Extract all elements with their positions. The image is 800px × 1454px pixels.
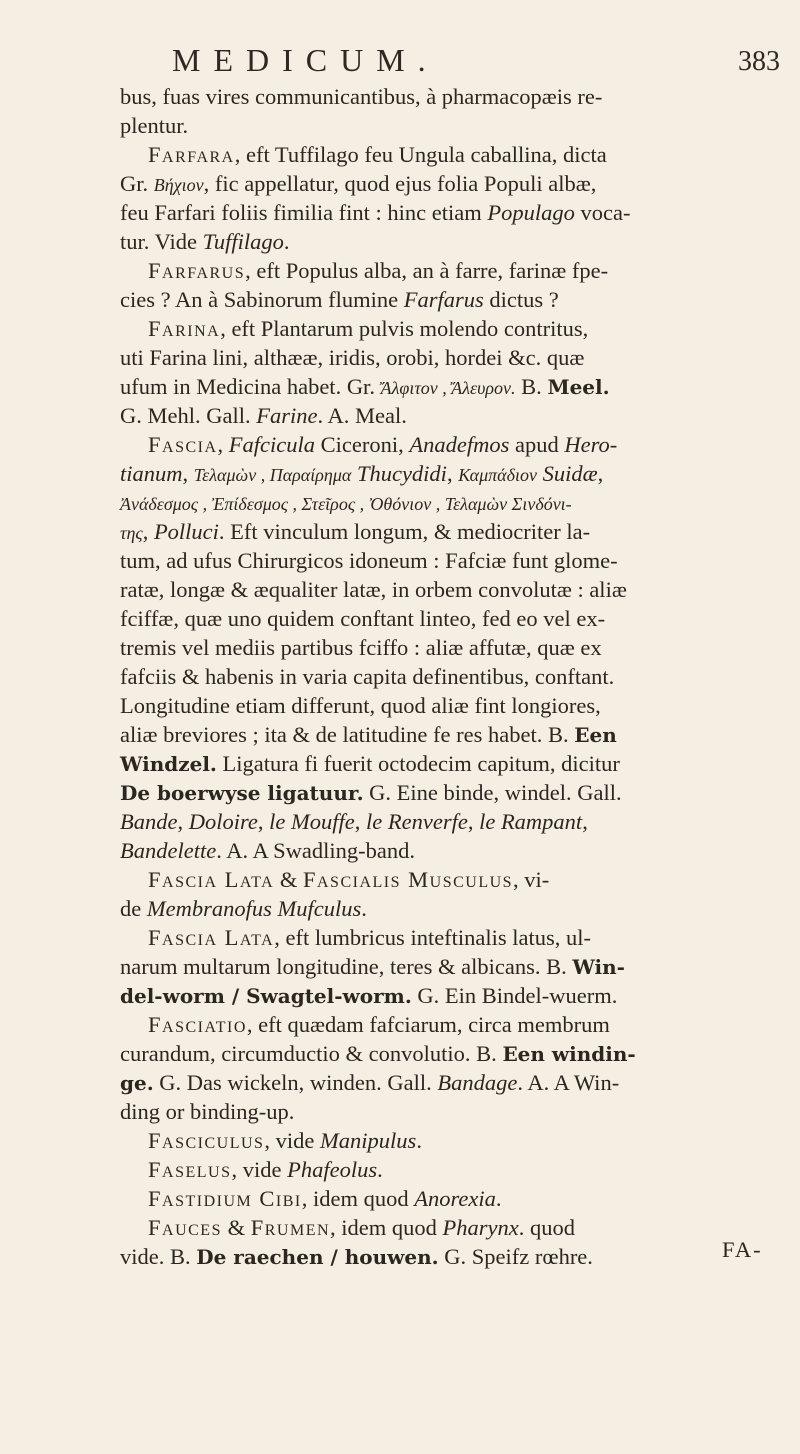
entry-headword: Farfarus [148,258,246,283]
entry-fascia-lata: Fascia Lata, eft lumbricus inteftinalis latus, ul- [148,925,592,950]
text-line: de Membranofus Mufculus. [120,896,367,921]
entry-headword: Fascialis Musculus [302,867,514,892]
entry-fastidium-cibi: Fastidium Cibi, idem quod Anorexia. [148,1186,502,1211]
text-line: feu Farfari foliis fimilia fint : hinc etiam Populago voca- [120,200,631,225]
entry-faselus: Faselus, vide Phafeolus. [148,1157,383,1182]
text-line: narum multarum longitudine, teres & albicans. B. Win- [120,954,625,979]
entry-fasciatio: Fasciatio, eft quædam fafciarum, circa membrum [148,1012,610,1037]
cross-reference: Tuffilago [202,229,284,254]
text-line: ding or binding-up. [120,1099,295,1124]
page-number: 383 [738,46,780,77]
text-line: uti Farina lini, althææ, iridis, orobi, hordei &c. quæ [120,345,585,370]
text-line: fafciis & habenis in varia capita definentibus, conftant. [120,664,615,689]
entry-headword: Fastidium Cibi [148,1186,302,1211]
text-line: bus, fuas vires communicantibus, à pharmacopæis re- [120,84,603,109]
text-line: plentur. [120,113,189,138]
text-line: Bande, Doloire, le Mouffe, le Renverfe, le Rampant, [120,809,588,834]
text-line: cies ? An à Sabinorum flumine Farfarus dictus ? [120,287,559,312]
text-line: Bandelette. A. A Swadling-band. [120,838,415,863]
text-line: ratæ, longæ & æqualiter latæ, in orbem convolutæ : aliæ [120,577,627,602]
entry-headword: Farina [148,316,221,341]
text-line: tremis vel mediis partibus fciffo : aliæ affutæ, quæ ex [120,635,602,660]
text-line: Longitudine etiam differunt, quod aliæ fint longiores, [120,693,601,718]
entry-farina: Farina, eft Plantarum pulvis molendo contritus, [148,316,589,341]
entry-headword: Fauces [148,1215,222,1240]
text-line: del-worm / Swagtel-worm. G. Ein Bindel-wuerm. [120,983,618,1008]
text-line: De boerwyse ligatuur. G. Eine binde, windel. Gall. [120,780,622,805]
cross-reference: Anorexia [414,1186,496,1211]
entry-fauces: Fauces & Frumen, idem quod Pharynx. quod [148,1215,576,1240]
text-line: Gr. Βήχιον, fic appellatur, quod ejus folia Populi albæ, [120,171,597,196]
entry-farfara: Farfara, eft Tuffilago feu Ungula caballina, dicta [148,142,607,167]
running-title: MEDICUM. [172,42,439,78]
entry-headword: Fasciculus [148,1128,265,1153]
entry-headword: Farfara [148,142,235,167]
text-line: Windzel. Ligatura fi fuerit octodecim capitum, dicitur [120,751,620,776]
text-line: Ἀνάδεσμος , Ἐπίδεσμος , Στεῖρος , Ὀθόνιον , Τελαμὼν Σινδόνι- [120,494,572,514]
page-body [120,82,770,1271]
entry-fascia-lata-musculus: Fascia Lata & Fascialis Musculus, vi- [148,867,550,892]
text-line: της, Polluci. Eft vinculum longum, & mediocriter la- [120,519,591,544]
text-line: fciffæ, quæ uno quidem conftant linteo, fed eo vel ex- [120,606,606,631]
text-line: G. Mehl. Gall. Farine. A. Meal. [120,403,407,428]
text-line: tianum, Τελαμὼν , Παραίρημα Thucydidi, Καμπάδιον Suidæ, [120,461,604,486]
cross-reference: Membranofus Mufculus [146,896,362,921]
entry-farfarus: Farfarus, eft Populus alba, an à farre, farinæ fpe- [148,258,609,283]
cross-reference: Manipulus [320,1128,417,1153]
text-line: ufum in Medicina habet. Gr. Ἄλφιτον , Ἄλευρον. B. Meel. [120,374,610,399]
text-line: tur. Vide Tuffilago. [120,229,290,254]
entry-headword: Fascia [148,432,218,457]
text-line: vide. B. De raechen / houwen. G. Speifz rœhre. [120,1244,593,1269]
text-line: tum, ad ufus Chirurgicos idoneum : Fafciæ funt glome- [120,548,618,573]
entry-fasciculus: Fasciculus, vide Manipulus. [148,1128,422,1153]
cross-reference: Phafeolus [287,1157,378,1182]
text-line: ge. G. Das wickeln, winden. Gall. Bandage. A. A Win- [120,1070,620,1095]
entry-headword: Faselus [148,1157,232,1182]
entry-headword: Frumen [250,1215,331,1240]
text-line: aliæ breviores ; ita & de latitudine fe res habet. B. Een [120,722,617,747]
entry-headword: Fascia Lata [148,925,275,950]
entry-headword: Fasciatio [148,1012,247,1037]
text-line: curandum, circumductio & convolutio. B. Een windin- [120,1041,636,1066]
catchword: FA- [722,1237,763,1262]
cross-reference: Pharynx [442,1215,519,1240]
entry-fascia: Fascia, Fafcicula Ciceroni, Anadefmos apud Hero- [148,432,618,457]
entry-headword: Fascia Lata [148,867,275,892]
